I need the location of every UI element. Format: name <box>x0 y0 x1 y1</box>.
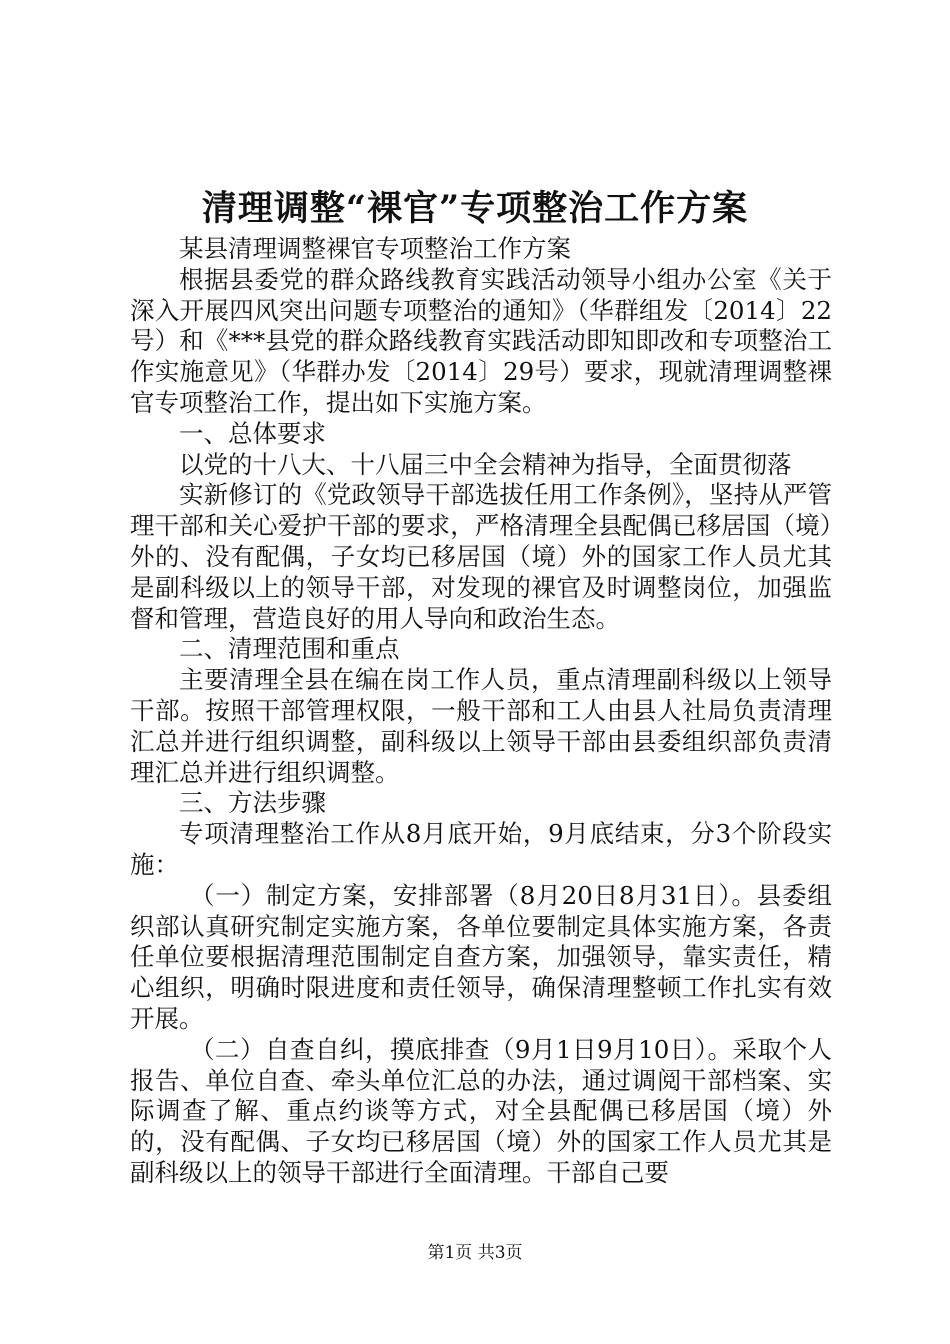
section-heading-steps: 三、方法步骤 <box>179 788 326 818</box>
paragraph-steps-overview: 专项清理整治工作从8月底开始，9月底结束，分3个阶段实施： <box>130 819 832 879</box>
document-body <box>130 234 832 1189</box>
page-number-footer: 第1页 共3页 <box>427 1243 523 1263</box>
paragraph-guiding-principle: 以党的十八大、十八届三中全会精神为指导，全面贯彻落 <box>179 449 792 479</box>
paragraph-step-one: （一）制定方案，安排部署（8月20日8月31日）。县委组织部认真研究制定实施方案，各单位要制定具体实施方案，各责任单位要根据清理范围制定自查方案，加强领导，靠实责任，精心组织，明确时限进度和责任领导，确保清理整顿工作扎实有效开展。 <box>130 880 832 1033</box>
section-heading-scope: 二、清理范围和重点 <box>179 634 400 664</box>
section-heading-general-requirements: 一、总体要求 <box>179 418 326 448</box>
paragraph-subtitle: 某县清理调整裸官专项整治工作方案 <box>179 234 571 263</box>
paragraph-scope: 主要清理全县在编在岗工作人员，重点清理副科级以上领导干部。按照干部管理权限，一般干部和工人由县人社局负责清理汇总并进行组织调整，副科级以上领导干部由县委组织部负责清理汇总并进行组织调整。 <box>130 665 832 787</box>
paragraph-implementation: 实新修订的《党政领导干部选拔任用工作条例》，坚持从严管理干部和关心爱护干部的要求，严格清理全县配偶已移居国（境）外的、没有配偶，子女均已移居国（境）外的国家工作人员尤其是副科级以上的领导干部，对发现的裸官及时调整岗位，加强监督和管理，营造良好的用人导向和政治生态。 <box>130 480 832 633</box>
document-title: 清理调整“裸官”专项整治工作方案 <box>201 188 749 229</box>
paragraph-intro: 根据县委党的群众路线教育实践活动领导小组办公室《关于深入开展四风突出问题专项整治的通知》（华群组发〔2014〕22号）和《***县党的群众路线教育实践活动即知即改和专项整治工作实施意见》（华群办发〔2014〕29号）要求，现就清理调整裸官专项整治工作，提出如下实施方案。 <box>130 264 832 417</box>
paragraph-step-two: （二）自查自纠，摸底排查（9月1日9月10日）。采取个人报告、单位自查、牵头单位汇总的办法，通过调阅干部档案、实际调查了解、重点约谈等方式，对全县配偶已移居国（境）外的，没有配偶、子女均已移居国（境）外的国家工作人员尤其是副科级以上的领导干部进行全面清理。干部自己要 <box>130 1034 832 1187</box>
